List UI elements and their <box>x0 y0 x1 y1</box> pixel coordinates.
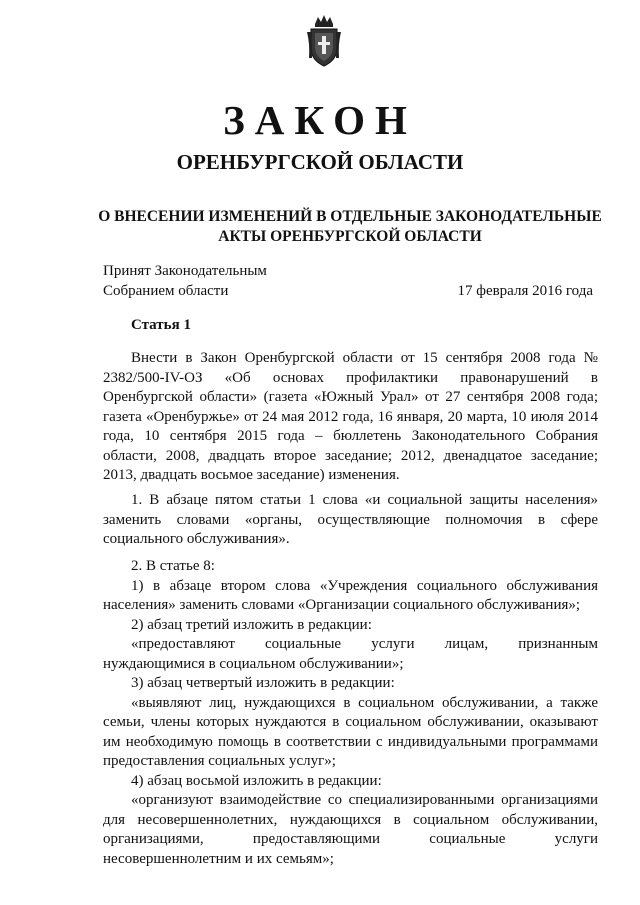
item-2-1-paragraph: 1) в абзаце втором слова «Учреждения социального обслуживания населения» заменить словами «Организации социального обслуживания»; <box>103 577 598 613</box>
law-title-line-1: О ВНЕСЕНИИ ИЗМЕНЕНИЙ В ОТДЕЛЬНЫЕ ЗАКОНОДАТЕЛЬНЫЕ <box>98 208 602 225</box>
item-2-3-text: «выявляют лиц, нуждающихся в социальном обслуживании, а также семьи, члены которых нуждаются в социальном обслуживании, оказывают им необходимую помощь в соответствии с индивидуальными программами предоставления социальных услуг»; <box>103 694 598 769</box>
adoption-date: 17 февраля 2016 года <box>457 283 593 299</box>
law-heading: ЗАКОН <box>223 97 417 143</box>
law-title <box>60 207 640 247</box>
item-2-2-text: «предоставляют социальные услуги лицам, признанным нуждающимися в социальном обслуживании»; <box>103 636 598 672</box>
article-heading: Статья 1 <box>131 317 191 333</box>
item-2-block <box>103 557 598 869</box>
item-2-4-text: «организуют взаимодействие со специализированными организациями для несовершеннолетних, нуждающихся в социальном обслуживании, организациями, предоставляющими социальные услуги несовершеннолетним и их семьям»; <box>103 792 598 867</box>
item-2-2-paragraph: 2) абзац третий изложить в редакции: <box>131 616 372 633</box>
coat-of-arms-emblem <box>306 14 342 68</box>
article-intro-block <box>103 349 598 486</box>
article-intro-paragraph: Внести в Закон Оренбургской области от 15 сентября 2008 года № 2382/500-IV-ОЗ «Об основах профилактики правонарушений в Оренбургской области» (газета «Южный Урал» от 27 сентября 2008 года; газета «Оренбуржье» от 24 мая 2012 года, 16 января, 20 марта, 10 июля 2014 года, 10 сентября 2015 года – бюллетень Законодательного Собрания области, 2008, двадцать второе заседание; 2012, двенадцатое заседание; 2013, двадцать восьмое заседание) изменения. <box>103 350 598 483</box>
item-1-paragraph: 1. В абзаце пятом статьи 1 слова «и социальной защиты населения» заменить словами «органы, осуществляющие полномочия в сфере социального обслуживания». <box>103 492 598 547</box>
region-heading: ОРЕНБУРГСКОЙ ОБЛАСТИ <box>176 150 464 174</box>
adoption-line-1: Принят Законодательным <box>103 263 267 279</box>
item-2-heading: 2. В статье 8: <box>131 558 215 574</box>
law-title-line-2: АКТЫ ОРЕНБУРГСКОЙ ОБЛАСТИ <box>218 228 482 245</box>
item-1-block <box>103 491 598 550</box>
item-2-4-paragraph: 4) абзац восьмой изложить в редакции: <box>131 772 382 789</box>
adoption-statement <box>103 261 267 301</box>
adoption-line-2: Собранием области <box>103 283 229 299</box>
item-2-3-paragraph: 3) абзац четвертый изложить в редакции: <box>131 675 395 691</box>
